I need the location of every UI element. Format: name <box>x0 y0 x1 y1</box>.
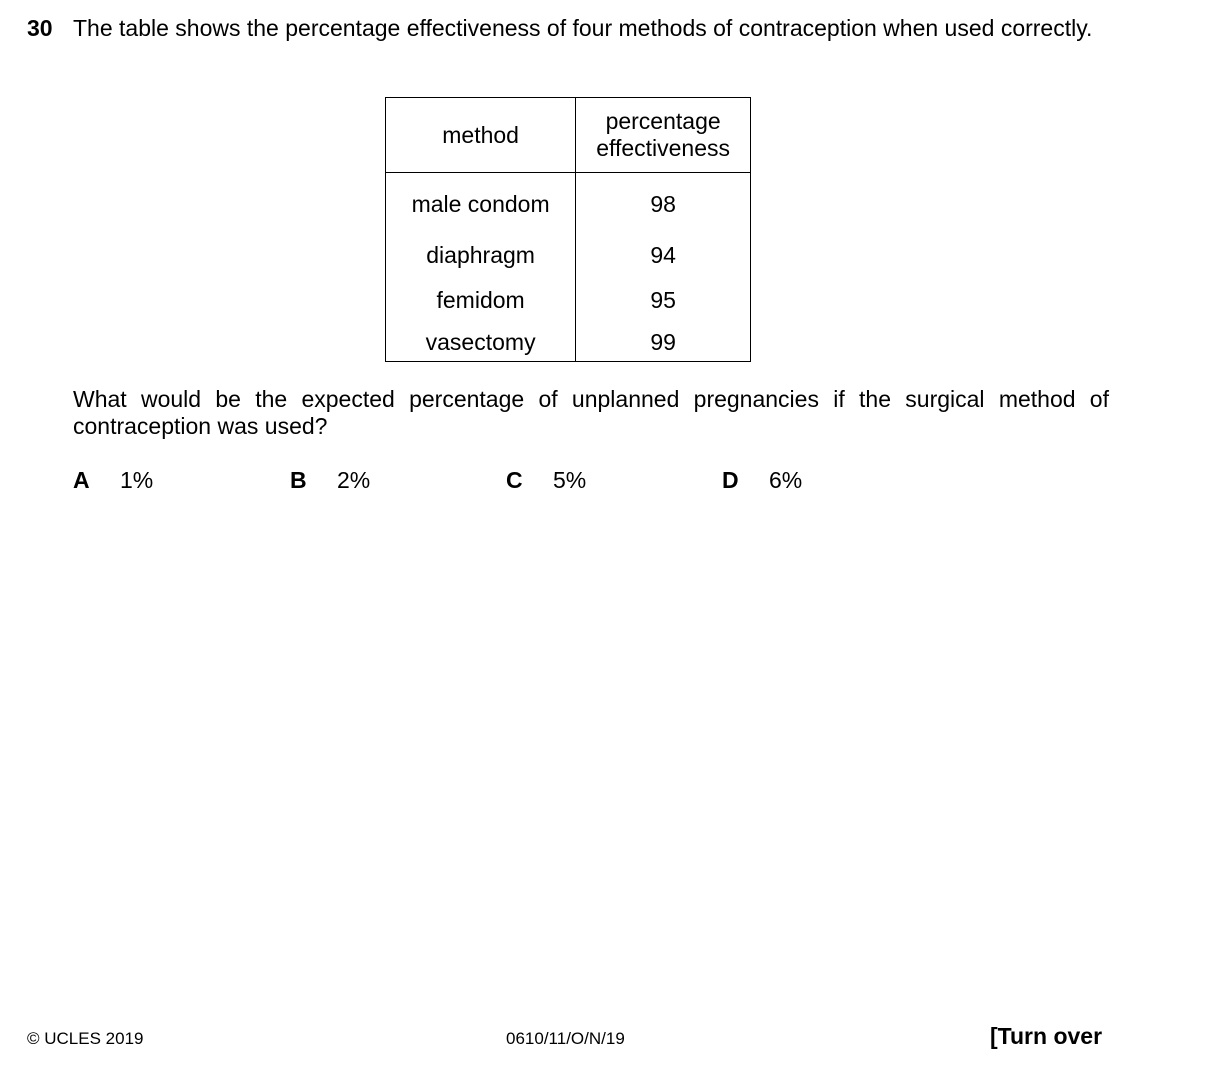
option-letter: A <box>73 467 90 493</box>
value-cell: 99 <box>576 323 751 362</box>
option-d[interactable] <box>722 466 802 494</box>
header-percentage-label: percentage effectiveness <box>596 108 731 161</box>
option-letter: C <box>506 467 523 493</box>
option-value: 5% <box>553 467 587 493</box>
method-cell: diaphragm <box>386 233 576 278</box>
value-cell: 95 <box>576 278 751 323</box>
method-cell: vasectomy <box>386 323 576 362</box>
option-value: 2% <box>337 467 371 493</box>
header-percentage <box>576 98 751 173</box>
table-row <box>386 278 751 323</box>
value-cell: 94 <box>576 233 751 278</box>
table-row <box>386 323 751 362</box>
option-letter: B <box>290 467 307 493</box>
copyright-notice: © UCLES 2019 <box>27 1029 144 1048</box>
turn-over-label: [Turn over <box>990 1023 1103 1049</box>
paper-code: 0610/11/O/N/19 <box>506 1029 625 1048</box>
value-cell: 98 <box>576 173 751 234</box>
option-value: 1% <box>120 467 154 493</box>
question-number: 30 <box>27 15 53 41</box>
option-c[interactable] <box>506 466 586 494</box>
table-row <box>386 173 751 234</box>
table-header-row <box>386 98 751 173</box>
effectiveness-table <box>385 97 751 362</box>
option-b[interactable] <box>290 466 370 494</box>
option-a[interactable] <box>73 466 153 494</box>
table-row <box>386 233 751 278</box>
method-cell: male condom <box>386 173 576 234</box>
header-method: method <box>386 98 576 173</box>
question-intro: The table shows the percentage effectiveness of four methods of contraception when used correctly. <box>73 15 1093 41</box>
method-cell: femidom <box>386 278 576 323</box>
option-value: 6% <box>769 467 803 493</box>
question-text: What would be the expected percentage of unplanned pregnancies if the surgical method of contraception was used? <box>73 386 1109 439</box>
option-letter: D <box>722 467 739 493</box>
